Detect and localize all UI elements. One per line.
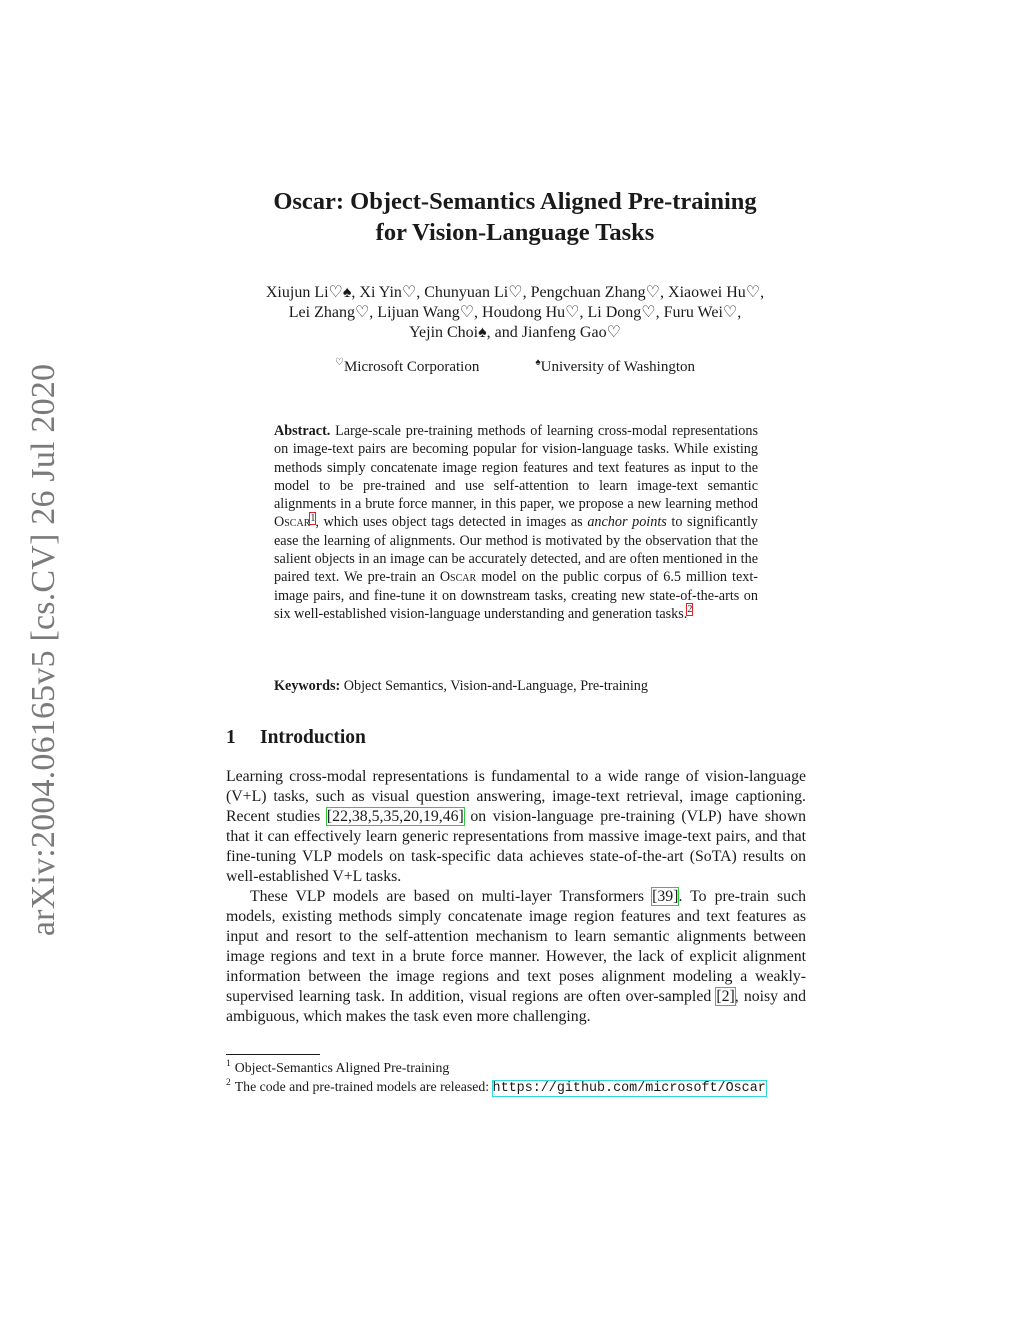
title-line-1: Oscar: Object-Semantics Aligned Pre-training bbox=[273, 188, 757, 215]
paper-title bbox=[200, 186, 830, 248]
heart-mark: ♡ bbox=[334, 357, 344, 368]
authors-line-3: Yejin Choi♠, and Jianfeng Gao♡ bbox=[409, 324, 621, 341]
oscar-name-2: Oscar bbox=[439, 569, 477, 586]
github-url-link[interactable]: https://github.com/microsoft/Oscar bbox=[492, 1081, 766, 1096]
intro-paragraph-2: These VLP models are based on multi-layer Transformers [39]. To pre-train such models, existing methods simply concatenate image region features and text features as input and resort to the self-attention mechanism to learn semantic alignments between image regions and text in a brute force manner. However, the lack of explicit alignment information between the image regions and text poses alignment modeling a weakly-supervised learning task. In addition, visual regions are often over-sampled [2], noisy and ambiguous, which makes the task even more challenging. bbox=[226, 888, 806, 1025]
title-line-2: for Vision-Language Tasks bbox=[375, 219, 655, 246]
keywords bbox=[274, 678, 758, 695]
arxiv-side-identifier bbox=[22, 360, 66, 940]
introduction-body bbox=[226, 767, 806, 1027]
footnotes bbox=[226, 1058, 806, 1098]
abstract: Abstract. Large-scale pre-training methods of learning cross-modal representations on image-text pairs are becoming popular for vision-language tasks. While existing methods simply concatenate image region features and text features as input to the model to be pre-trained and use self-attention to learn image-text semantic alignments in a brute force manner, in this paper, we propose a new learning method Oscar$^1$, which uses object tags detected in images as anchor points to significantly ease the learning of alignments. Our method is motivated by the observation that the salient objects in an image can be accurately detected, and are often mentioned in the paired text. We pre-train an Oscar model on the public corpus of 6.5 million text-image pairs, and fine-tune it on downstream tasks, creating new state-of-the-arts on six well-established vision-language understanding and generation tasks.$^2$ bbox=[274, 423, 759, 622]
citation-link-transformers[interactable]: [39] bbox=[652, 888, 679, 905]
footnote-2: $^2$ The code and pre-trained models are released: https://github.com/microsoft/Oscar bbox=[226, 1078, 766, 1096]
affiliation-uw: ♠University of Washington bbox=[535, 357, 696, 375]
author-list bbox=[200, 283, 830, 343]
footnote-rule bbox=[226, 1054, 320, 1055]
section-heading-introduction bbox=[226, 727, 366, 749]
authors-line-2: Lei Zhang♡, Lijuan Wang♡, Houdong Hu♡, Li Dong♡, Furu Wei♡, bbox=[288, 304, 742, 321]
keywords-label: Keywords: bbox=[274, 678, 341, 694]
intro-paragraph-1: Learning cross-modal representations is fundamental to a wide range of vision-language (V+L) tasks, such as visual question answering, image-text retrieval, image captioning. Recent studies [22,38,5,35,20,19,46] on vision-language pre-training (VLP) have shown that it can effectively learn generic representations from massive image-text pairs, and that fine-tuning VLP models on task-specific data achieves state-of-the-art (SoTA) results on well-established V+L tasks. bbox=[226, 768, 806, 885]
citation-link[interactable]: [22,38,5,35,20,19,46] bbox=[326, 808, 464, 825]
spade-mark: ♠ bbox=[535, 357, 541, 368]
footnote-1: $^1$ Object-Semantics Aligned Pre-training bbox=[226, 1059, 450, 1075]
footnote-link-2[interactable]: 2 bbox=[687, 604, 693, 616]
section-number: 1 bbox=[226, 727, 236, 748]
keywords-text: Object Semantics, Vision-and-Language, Pre-training bbox=[340, 678, 648, 694]
authors-line-1: Xiujun Li♡♠, Xi Yin♡, Chunyuan Li♡, Pengchuan Zhang♡, Xiaowei Hu♡, bbox=[265, 284, 765, 301]
affiliations bbox=[200, 359, 830, 376]
abstract-label: Abstract. bbox=[274, 423, 331, 439]
anchor-points-emphasis: anchor points bbox=[587, 514, 667, 531]
oscar-name: Oscar bbox=[274, 514, 311, 531]
section-title: Introduction bbox=[260, 727, 366, 748]
footnote-link-1[interactable]: 1 bbox=[310, 512, 316, 524]
citation-link-oversampled[interactable]: [2] bbox=[716, 988, 735, 1005]
affiliation-microsoft: ♡Microsoft Corporation bbox=[334, 357, 480, 375]
arxiv-id-text: arXiv:2004.06165v5 [cs.CV] 26 Jul 2020 bbox=[25, 363, 62, 937]
